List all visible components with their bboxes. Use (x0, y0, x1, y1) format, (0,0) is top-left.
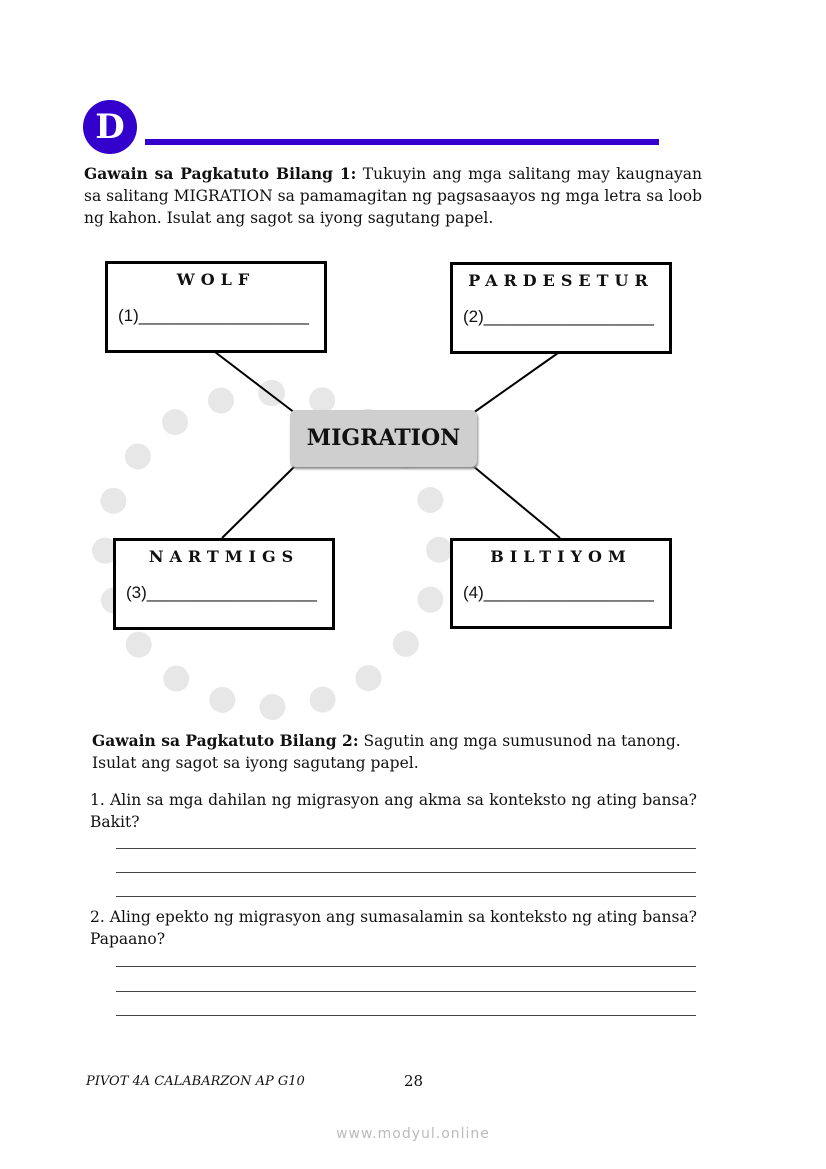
activity2-label: Gawain sa Pagkatuto Bilang 2: (92, 731, 359, 750)
activity1-label: Gawain sa Pagkatuto Bilang 1: (84, 164, 357, 183)
word-box-2 (450, 262, 672, 354)
word-box-4 (450, 538, 672, 629)
scrambled-word: NARTMIGS (148, 547, 300, 566)
scrambled-word: BILTIYOM (490, 547, 632, 566)
answer-line (116, 1015, 696, 1016)
activity2-text: Sagutin ang mga sumusunod na tanong. Isulat ang sagot sa iyong sagutang papel. (92, 732, 681, 772)
answer-line (116, 966, 696, 967)
question-1: 1. Alin sa mga dahilan ng migrasyon ang akma sa konteksto ng ating bansa? Bakit? (90, 791, 697, 831)
footer-module-title: PIVOT 4A CALABARZON AP G10 (86, 1074, 305, 1089)
answer-line (116, 872, 696, 873)
activity1-text: Tukuyin ang mga salitang may kaugnayan sa salitang MIGRATION sa pamamagitan ng pagsasaayos ng mga letra sa loob ng kahon. Isulat ang sagot sa iyong sagutang papel. (84, 165, 702, 227)
scrambled-word: WOLF (176, 270, 256, 289)
connector-2 (473, 353, 558, 413)
site-watermark: www.modyul.online (336, 1126, 490, 1142)
question-2: 2. Aling epekto ng migrasyon ang sumasalamin sa konteksto ng ating bansa? Papaano? (90, 908, 697, 948)
page-number: 28 (404, 1072, 424, 1090)
activity2-instructions (92, 730, 697, 774)
word-box-3 (113, 538, 335, 630)
center-concept: MIGRATION (290, 410, 477, 467)
answer-line (116, 896, 696, 897)
scrambled-word: PARDESETUR (468, 271, 654, 290)
connector-3 (222, 466, 295, 538)
section-badge: D (83, 100, 137, 154)
answer-line (116, 991, 696, 992)
answer-blank: (3)__________________ (126, 583, 317, 602)
word-box-1 (105, 261, 327, 353)
answer-blank: (2)__________________ (463, 307, 654, 326)
answer-blank: (1)__________________ (118, 306, 309, 325)
answer-line (116, 848, 696, 849)
answer-blank: (4)__________________ (463, 583, 654, 602)
connector-4 (473, 466, 560, 538)
connector-1 (215, 352, 295, 413)
